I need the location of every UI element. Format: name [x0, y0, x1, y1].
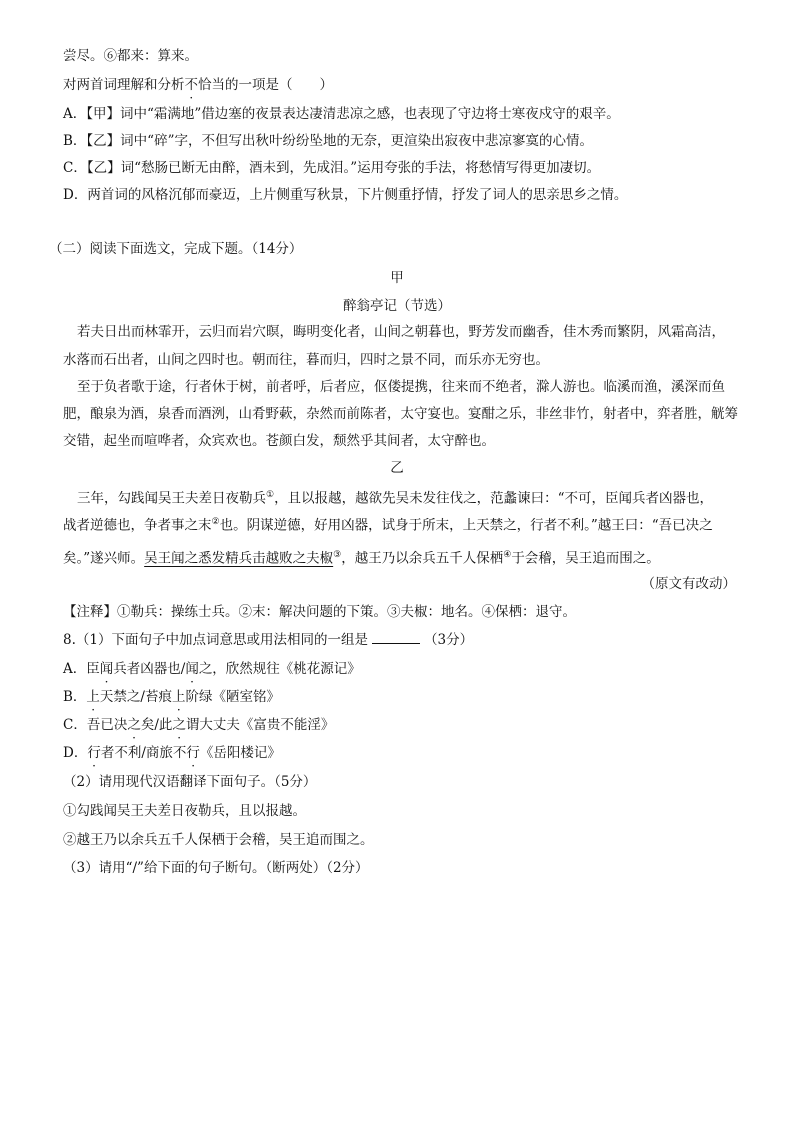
annotation-notes: 【注释】①勒兵：操练士兵。②末：解决问题的下策。③夫椒：地名。④保栖：退守。: [63, 604, 576, 620]
question-8-part-3: （3）请用“/”给下面的句子断句。（断两处）（2分）: [63, 860, 369, 876]
footnote-marker: ①: [266, 490, 275, 500]
jia-paragraph-1-line-2: 水落而石出者，山间之四时也。朝而往，暮而归，四时之景不同，而乐亦无穷也。: [63, 352, 549, 368]
question-7-stem: 对两首词理解和分析不恰当的一项是（ ）: [63, 77, 333, 93]
yi-line-3: 矣。”遂兴师。吴王闻之悉发精兵击越败之夫椒③，越王乃以余兵五千人保栖④于会稽，吴王追而围之。: [63, 550, 660, 567]
answer-blank: [372, 631, 420, 644]
poem-note-tail: 尝尽。⑥都来：算来。: [63, 48, 198, 64]
q8-option-a: A．臣闻兵者凶器也/闻之，欣然规往《桃花源记》: [63, 661, 361, 677]
passage-jia-title: 醉翁亭记（节选）: [343, 298, 451, 314]
question-8-part-1: 8.（1）下面句子中加点词意思或用法相同的一组是 （3分）: [63, 632, 474, 648]
jia-paragraph-2-line-2: 肥，酿泉为酒，泉香而酒洌，山肴野蔌，杂然而前陈者，太守宴也。宴酣之乐，非丝非竹，射者中，弈者胜，觥筹: [63, 406, 738, 422]
option-a: A．【甲】词中“霜满地”借边塞的夜景表达凄清悲凉之感，也表现了守边将士寒夜戍守的艰辛。: [63, 106, 620, 122]
jia-paragraph-2-line-1: 至于负者歌于途，行者休于树，前者呼，后者应，伛偻提携，往来而不绝者，滁人游也。临溪而渔，溪深而鱼: [77, 379, 725, 395]
source-note: （原文有改动）: [641, 576, 736, 592]
option-c: C．【乙】词“愁肠已断无由醉，酒未到，先成泪。”运用夸张的手法，将愁情写得更加凄切。: [63, 160, 601, 176]
option-d: D．两首词的风格沉郁而豪迈，上片侧重写秋景，下片侧重抒情，抒发了词人的思亲思乡之情。: [63, 187, 628, 203]
passage-jia-label: 甲: [390, 270, 404, 286]
jia-paragraph-1-line-1: 若夫日出而林霏开，云归而岩穴暝，晦明变化者，山间之朝暮也，野芳发而幽香，佳木秀而繁阴，风霜高洁，: [77, 324, 725, 340]
footnote-marker: ④: [503, 550, 512, 560]
q8-option-b: B．上天禁之/苔痕上阶绿《陋室铭》: [63, 689, 280, 705]
footnote-marker: ②: [211, 517, 220, 527]
footnote-marker: ③: [333, 550, 342, 560]
section-heading: （二）阅读下面选文，完成下题。（14分）: [49, 241, 303, 257]
q8-option-c: C．吾已决之矣/此之谓大丈夫《富贵不能淫》: [63, 717, 335, 733]
q8-option-d: D．行者不利/商旅不行《岳阳楼记》: [63, 745, 281, 761]
yi-line-1: 三年，勾践闻吴王夫差日夜勒兵①，且以报越，越欲先吴未发往伐之，范蠡谏曰：“不可，臣闻兵者凶器也，: [77, 490, 713, 507]
translation-sentence-1: ①勾践闻吴王夫差日夜勒兵，且以报越。: [63, 803, 306, 819]
jia-paragraph-2-line-3: 交错，起坐而喧哗者，众宾欢也。苍颜白发，颓然乎其间者，太守醉也。: [63, 433, 495, 449]
yi-line-2: 战者逆德也，争者事之末②也。阴谋逆德，好用凶器，试身于所末，上天禁之，行者不利。”越王曰：“吾已决之: [63, 517, 713, 534]
emphasis-dot-char: 不: [184, 77, 198, 93]
underlined-sentence: 吴王闻之悉发精兵击越败之夫椒: [144, 550, 334, 567]
translation-sentence-2: ②越王乃以余兵五千人保栖于会稽，吴王追而围之。: [63, 832, 374, 848]
question-8-part-2: （2）请用现代汉语翻译下面句子。（5分）: [63, 774, 317, 790]
passage-yi-label: 乙: [390, 460, 404, 476]
option-b: B．【乙】词中“碎”字，不但写出秋叶纷纷坠地的无奈，更渲染出寂夜中悲凉寥寞的心情。: [63, 133, 593, 149]
